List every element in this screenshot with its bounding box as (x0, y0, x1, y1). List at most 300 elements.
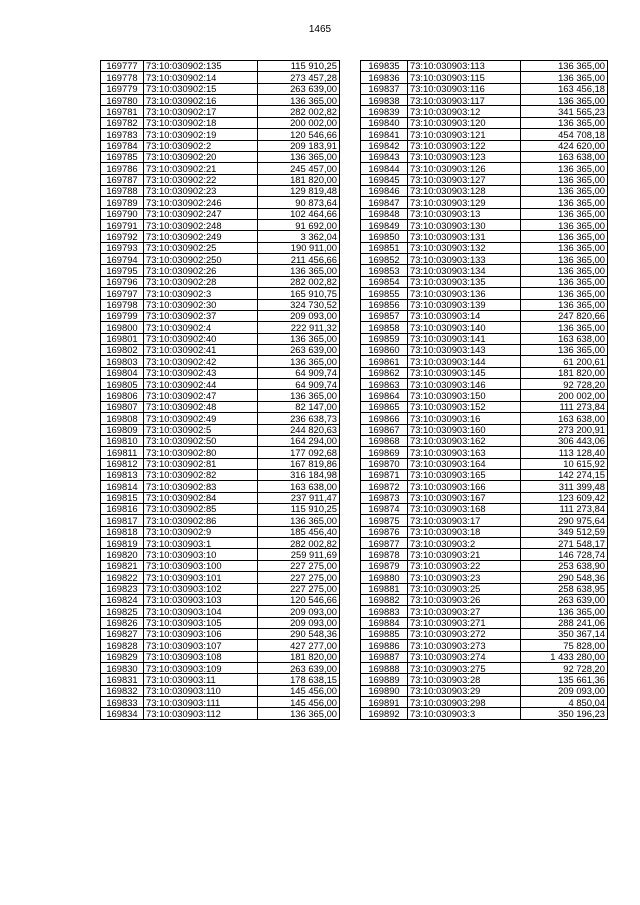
table-row (361, 617, 608, 628)
table-row (101, 515, 340, 526)
row-number: 169847 (361, 197, 408, 208)
row-number: 169880 (361, 572, 408, 583)
row-number: 169881 (361, 583, 408, 594)
cadastral-value: 1 433 280,00 (521, 651, 608, 662)
table-row (101, 276, 340, 287)
table-row (361, 651, 608, 662)
table-row (361, 640, 608, 651)
table-row (101, 640, 340, 651)
registry-table-left (100, 60, 340, 720)
row-number: 169841 (361, 129, 408, 140)
table-row (361, 83, 608, 94)
cadastral-value: 263 639,00 (521, 594, 608, 605)
cadastral-number: 73:10:030903:136 (408, 288, 521, 299)
cadastral-number: 73:10:030902:37 (144, 310, 258, 321)
registry-table-right (360, 60, 608, 720)
row-number: 169806 (101, 390, 144, 401)
cadastral-value: 306 443,06 (521, 435, 608, 446)
cadastral-value: 424 620,00 (521, 140, 608, 151)
cadastral-value: 136 365,00 (521, 242, 608, 253)
cadastral-number: 73:10:030902:246 (144, 197, 258, 208)
row-number: 169830 (101, 663, 144, 674)
cadastral-value: 227 275,00 (258, 572, 340, 583)
cadastral-number: 73:10:030903:25 (408, 583, 521, 594)
cadastral-number: 73:10:030903:108 (144, 651, 258, 662)
cadastral-number: 73:10:030903:163 (408, 447, 521, 458)
cadastral-value: 136 365,00 (521, 606, 608, 617)
cadastral-value: 185 456,40 (258, 526, 340, 537)
cadastral-value: 263 639,00 (258, 344, 340, 355)
row-number: 169867 (361, 424, 408, 435)
row-number: 169779 (101, 83, 144, 94)
table-row (361, 492, 608, 503)
table-row (361, 151, 608, 162)
cadastral-value: 290 548,36 (258, 628, 340, 639)
row-number: 169843 (361, 151, 408, 162)
table-row (361, 515, 608, 526)
table-row (361, 208, 608, 219)
table-row (361, 61, 608, 72)
table-row (361, 674, 608, 685)
table-row (101, 322, 340, 333)
cadastral-number: 73:10:030902:83 (144, 481, 258, 492)
table-row (101, 492, 340, 503)
cadastral-number: 73:10:030903:12 (408, 106, 521, 117)
cadastral-number: 73:10:030903:150 (408, 390, 521, 401)
row-number: 169871 (361, 469, 408, 480)
cadastral-value: 136 365,00 (521, 95, 608, 106)
cadastral-number: 73:10:030903:145 (408, 367, 521, 378)
table-row (101, 129, 340, 140)
table-row (101, 663, 340, 674)
row-number: 169869 (361, 447, 408, 458)
cadastral-value: 136 365,00 (521, 117, 608, 128)
cadastral-number: 73:10:030903:127 (408, 174, 521, 185)
table-row (101, 469, 340, 480)
cadastral-value: 136 365,00 (521, 208, 608, 219)
cadastral-value: 245 457,00 (258, 163, 340, 174)
cadastral-number: 73:10:030902:28 (144, 276, 258, 287)
cadastral-value: 115 910,25 (258, 61, 340, 72)
cadastral-number: 73:10:030902:85 (144, 504, 258, 515)
table-row (361, 594, 608, 605)
cadastral-number: 73:10:030902:40 (144, 333, 258, 344)
table-row (361, 174, 608, 185)
cadastral-number: 73:10:030903:165 (408, 469, 521, 480)
row-number: 169852 (361, 254, 408, 265)
cadastral-value: 142 274,15 (521, 469, 608, 480)
row-number: 169868 (361, 435, 408, 446)
cadastral-value: 145 456,00 (258, 685, 340, 696)
cadastral-number: 73:10:030903:110 (144, 685, 258, 696)
row-number: 169879 (361, 560, 408, 571)
table-row (361, 163, 608, 174)
table-row (361, 254, 608, 265)
cadastral-value: 123 609,42 (521, 492, 608, 503)
row-number: 169876 (361, 526, 408, 537)
cadastral-number: 73:10:030903:139 (408, 299, 521, 310)
cadastral-value: 82 147,00 (258, 401, 340, 412)
row-number: 169817 (101, 515, 144, 526)
row-number: 169809 (101, 424, 144, 435)
cadastral-value: 3 362,04 (258, 231, 340, 242)
cadastral-number: 73:10:030903:2 (408, 538, 521, 549)
table-row (361, 685, 608, 696)
row-number: 169833 (101, 697, 144, 708)
table-row (101, 242, 340, 253)
cadastral-value: 92 728,20 (521, 379, 608, 390)
cadastral-number: 73:10:030903:27 (408, 606, 521, 617)
row-number: 169783 (101, 129, 144, 140)
cadastral-value: 181 820,00 (521, 367, 608, 378)
row-number: 169829 (101, 651, 144, 662)
table-row (361, 117, 608, 128)
table-row (361, 526, 608, 537)
cadastral-value: 209 093,00 (521, 685, 608, 696)
cadastral-number: 73:10:030903:144 (408, 356, 521, 367)
row-number: 169818 (101, 526, 144, 537)
row-number: 169851 (361, 242, 408, 253)
cadastral-value: 129 819,48 (258, 185, 340, 196)
cadastral-value: 258 638,95 (521, 583, 608, 594)
row-number: 169805 (101, 379, 144, 390)
cadastral-number: 73:10:030903:146 (408, 379, 521, 390)
cadastral-value: 190 911,00 (258, 242, 340, 253)
cadastral-value: 163 456,18 (521, 83, 608, 94)
row-number: 169834 (101, 708, 144, 719)
cadastral-value: 136 365,00 (521, 254, 608, 265)
cadastral-value: 181 820,00 (258, 174, 340, 185)
cadastral-value: 136 365,00 (521, 220, 608, 231)
row-number: 169889 (361, 674, 408, 685)
table-row (361, 129, 608, 140)
row-number: 169891 (361, 697, 408, 708)
table-row (361, 106, 608, 117)
table-row (101, 413, 340, 424)
cadastral-number: 73:10:030903:298 (408, 697, 521, 708)
row-number: 169821 (101, 560, 144, 571)
table-row (101, 265, 340, 276)
cadastral-number: 73:10:030903:104 (144, 606, 258, 617)
cadastral-number: 73:10:030902:247 (144, 208, 258, 219)
cadastral-value: 136 365,00 (258, 333, 340, 344)
table-row (101, 481, 340, 492)
cadastral-value: 113 128,40 (521, 447, 608, 458)
table-row (101, 504, 340, 515)
row-number: 169784 (101, 140, 144, 151)
cadastral-number: 73:10:030903:109 (144, 663, 258, 674)
cadastral-number: 73:10:030902:41 (144, 344, 258, 355)
cadastral-value: 209 093,00 (258, 617, 340, 628)
row-number: 169813 (101, 469, 144, 480)
cadastral-number: 73:10:030903:112 (144, 708, 258, 719)
row-number: 169793 (101, 242, 144, 253)
table-row (361, 413, 608, 424)
table-row (361, 276, 608, 287)
cadastral-value: 282 002,82 (258, 106, 340, 117)
cadastral-number: 73:10:030902:23 (144, 185, 258, 196)
table-row (361, 708, 608, 719)
row-number: 169858 (361, 322, 408, 333)
row-number: 169887 (361, 651, 408, 662)
cadastral-value: 115 910,25 (258, 504, 340, 515)
cadastral-value: 136 365,00 (258, 95, 340, 106)
table-row (101, 310, 340, 321)
row-number: 169798 (101, 299, 144, 310)
table-row (361, 242, 608, 253)
row-number: 169778 (101, 72, 144, 83)
cadastral-number: 73:10:030902:48 (144, 401, 258, 412)
table-row (361, 310, 608, 321)
row-number: 169882 (361, 594, 408, 605)
table-row (361, 140, 608, 151)
cadastral-value: 271 548,17 (521, 538, 608, 549)
cadastral-number: 73:10:030903:3 (408, 708, 521, 719)
cadastral-number: 73:10:030903:160 (408, 424, 521, 435)
table-row (361, 481, 608, 492)
table-row (361, 288, 608, 299)
cadastral-value: 136 365,00 (521, 288, 608, 299)
cadastral-number: 73:10:030902:47 (144, 390, 258, 401)
row-number: 169825 (101, 606, 144, 617)
cadastral-value: 259 911,69 (258, 549, 340, 560)
table-row (361, 447, 608, 458)
cadastral-number: 73:10:030903:135 (408, 276, 521, 287)
cadastral-number: 73:10:030902:14 (144, 72, 258, 83)
row-number: 169838 (361, 95, 408, 106)
row-number: 169789 (101, 197, 144, 208)
row-number: 169792 (101, 231, 144, 242)
table-row (101, 299, 340, 310)
row-number: 169810 (101, 435, 144, 446)
cadastral-value: 200 002,00 (258, 117, 340, 128)
cadastral-value: 209 093,00 (258, 310, 340, 321)
cadastral-number: 73:10:030902:42 (144, 356, 258, 367)
row-number: 169836 (361, 72, 408, 83)
cadastral-number: 73:10:030902:86 (144, 515, 258, 526)
table-row (361, 379, 608, 390)
table-row (101, 697, 340, 708)
row-number: 169857 (361, 310, 408, 321)
table-row (101, 549, 340, 560)
row-number: 169835 (361, 61, 408, 72)
cadastral-value: 227 275,00 (258, 583, 340, 594)
cadastral-value: 167 819,86 (258, 458, 340, 469)
table-row (101, 606, 340, 617)
cadastral-value: 136 365,00 (521, 174, 608, 185)
table-row (101, 208, 340, 219)
cadastral-value: 163 638,00 (521, 151, 608, 162)
cadastral-value: 90 873,64 (258, 197, 340, 208)
row-number: 169811 (101, 447, 144, 458)
row-number: 169785 (101, 151, 144, 162)
cadastral-number: 73:10:030903:122 (408, 140, 521, 151)
cadastral-value: 136 365,00 (258, 515, 340, 526)
cadastral-value: 227 275,00 (258, 560, 340, 571)
table-row (101, 174, 340, 185)
cadastral-value: 136 365,00 (258, 265, 340, 276)
cadastral-value: 222 911,32 (258, 322, 340, 333)
table-row (361, 606, 608, 617)
row-number: 169812 (101, 458, 144, 469)
cadastral-number: 73:10:030903:133 (408, 254, 521, 265)
cadastral-number: 73:10:030903:115 (408, 72, 521, 83)
table-row (101, 288, 340, 299)
row-number: 169831 (101, 674, 144, 685)
cadastral-number: 73:10:030903:16 (408, 413, 521, 424)
row-number: 169832 (101, 685, 144, 696)
table-row (101, 220, 340, 231)
table-row (101, 95, 340, 106)
row-number: 169850 (361, 231, 408, 242)
cadastral-number: 73:10:030902:3 (144, 288, 258, 299)
cadastral-value: 10 615,92 (521, 458, 608, 469)
table-row (361, 401, 608, 412)
table-row (361, 697, 608, 708)
page-number: 1465 (308, 24, 332, 35)
table-row (101, 617, 340, 628)
cadastral-number: 73:10:030903:106 (144, 628, 258, 639)
cadastral-number: 73:10:030903:14 (408, 310, 521, 321)
table-row (101, 61, 340, 72)
table-row (101, 197, 340, 208)
cadastral-value: 64 909,74 (258, 379, 340, 390)
cadastral-number: 73:10:030903:166 (408, 481, 521, 492)
cadastral-value: 324 730,52 (258, 299, 340, 310)
table-row (361, 220, 608, 231)
row-number: 169822 (101, 572, 144, 583)
cadastral-value: 209 183,91 (258, 140, 340, 151)
cadastral-value: 165 910,75 (258, 288, 340, 299)
table-row (101, 538, 340, 549)
cadastral-value: 136 365,00 (521, 322, 608, 333)
cadastral-value: 282 002,82 (258, 538, 340, 549)
row-number: 169808 (101, 413, 144, 424)
row-number: 169823 (101, 583, 144, 594)
row-number: 169870 (361, 458, 408, 469)
cadastral-value: 92 728,20 (521, 663, 608, 674)
cadastral-number: 73:10:030903:28 (408, 674, 521, 685)
row-number: 169800 (101, 322, 144, 333)
cadastral-number: 73:10:030903:272 (408, 628, 521, 639)
table-row (101, 674, 340, 685)
cadastral-value: 136 365,00 (521, 61, 608, 72)
cadastral-number: 73:10:030902:18 (144, 117, 258, 128)
row-number: 169803 (101, 356, 144, 367)
table-row (361, 367, 608, 378)
cadastral-value: 181 820,00 (258, 651, 340, 662)
cadastral-number: 73:10:030903:129 (408, 197, 521, 208)
cadastral-number: 73:10:030903:10 (144, 549, 258, 560)
table-row (361, 583, 608, 594)
cadastral-number: 73:10:030903:152 (408, 401, 521, 412)
table-row (361, 663, 608, 674)
table-row (101, 685, 340, 696)
cadastral-number: 73:10:030902:49 (144, 413, 258, 424)
row-number: 169864 (361, 390, 408, 401)
table-row (361, 504, 608, 515)
cadastral-value: 282 002,82 (258, 276, 340, 287)
cadastral-number: 73:10:030903:1 (144, 538, 258, 549)
table-row (101, 185, 340, 196)
cadastral-number: 73:10:030902:50 (144, 435, 258, 446)
row-number: 169795 (101, 265, 144, 276)
row-number: 169842 (361, 140, 408, 151)
row-number: 169859 (361, 333, 408, 344)
cadastral-value: 75 828,00 (521, 640, 608, 651)
cadastral-value: 316 184,98 (258, 469, 340, 480)
cadastral-number: 73:10:030902:25 (144, 242, 258, 253)
cadastral-value: 111 273,84 (521, 504, 608, 515)
row-number: 169865 (361, 401, 408, 412)
cadastral-value: 341 565,23 (521, 106, 608, 117)
row-number: 169856 (361, 299, 408, 310)
cadastral-value: 263 639,00 (258, 83, 340, 94)
cadastral-number: 73:10:030902:249 (144, 231, 258, 242)
cadastral-value: 350 196,23 (521, 708, 608, 719)
table-row (361, 549, 608, 560)
row-number: 169814 (101, 481, 144, 492)
table-row (101, 560, 340, 571)
cadastral-value: 350 367,14 (521, 628, 608, 639)
table-row (361, 231, 608, 242)
cadastral-number: 73:10:030902:44 (144, 379, 258, 390)
cadastral-number: 73:10:030902:15 (144, 83, 258, 94)
cadastral-value: 247 820,66 (521, 310, 608, 321)
cadastral-value: 120 546,66 (258, 594, 340, 605)
cadastral-value: 163 638,00 (521, 333, 608, 344)
row-number: 169799 (101, 310, 144, 321)
cadastral-number: 73:10:030902:248 (144, 220, 258, 231)
cadastral-number: 73:10:030903:103 (144, 594, 258, 605)
row-number: 169780 (101, 95, 144, 106)
row-number: 169796 (101, 276, 144, 287)
row-number: 169781 (101, 106, 144, 117)
row-number: 169840 (361, 117, 408, 128)
cadastral-value: 61 200,61 (521, 356, 608, 367)
table-row (101, 708, 340, 719)
cadastral-number: 73:10:030903:143 (408, 344, 521, 355)
table-row (101, 231, 340, 242)
table-row (101, 106, 340, 117)
table-row (361, 265, 608, 276)
cadastral-number: 73:10:030902:81 (144, 458, 258, 469)
cadastral-number: 73:10:030903:123 (408, 151, 521, 162)
cadastral-number: 73:10:030903:275 (408, 663, 521, 674)
cadastral-number: 73:10:030903:111 (144, 697, 258, 708)
cadastral-value: 136 365,00 (521, 299, 608, 310)
cadastral-value: 263 639,00 (258, 663, 340, 674)
table-row (361, 95, 608, 106)
table-row (361, 390, 608, 401)
row-number: 169866 (361, 413, 408, 424)
row-number: 169863 (361, 379, 408, 390)
row-number: 169860 (361, 344, 408, 355)
cadastral-number: 73:10:030902:5 (144, 424, 258, 435)
cadastral-value: 236 638,73 (258, 413, 340, 424)
table-row (101, 333, 340, 344)
row-number: 169855 (361, 288, 408, 299)
table-row (361, 469, 608, 480)
table-row (101, 356, 340, 367)
cadastral-value: 136 365,00 (521, 163, 608, 174)
cadastral-number: 73:10:030903:130 (408, 220, 521, 231)
cadastral-value: 135 661,36 (521, 674, 608, 685)
cadastral-number: 73:10:030902:84 (144, 492, 258, 503)
cadastral-value: 136 365,00 (521, 265, 608, 276)
row-number: 169846 (361, 185, 408, 196)
row-number: 169827 (101, 628, 144, 639)
